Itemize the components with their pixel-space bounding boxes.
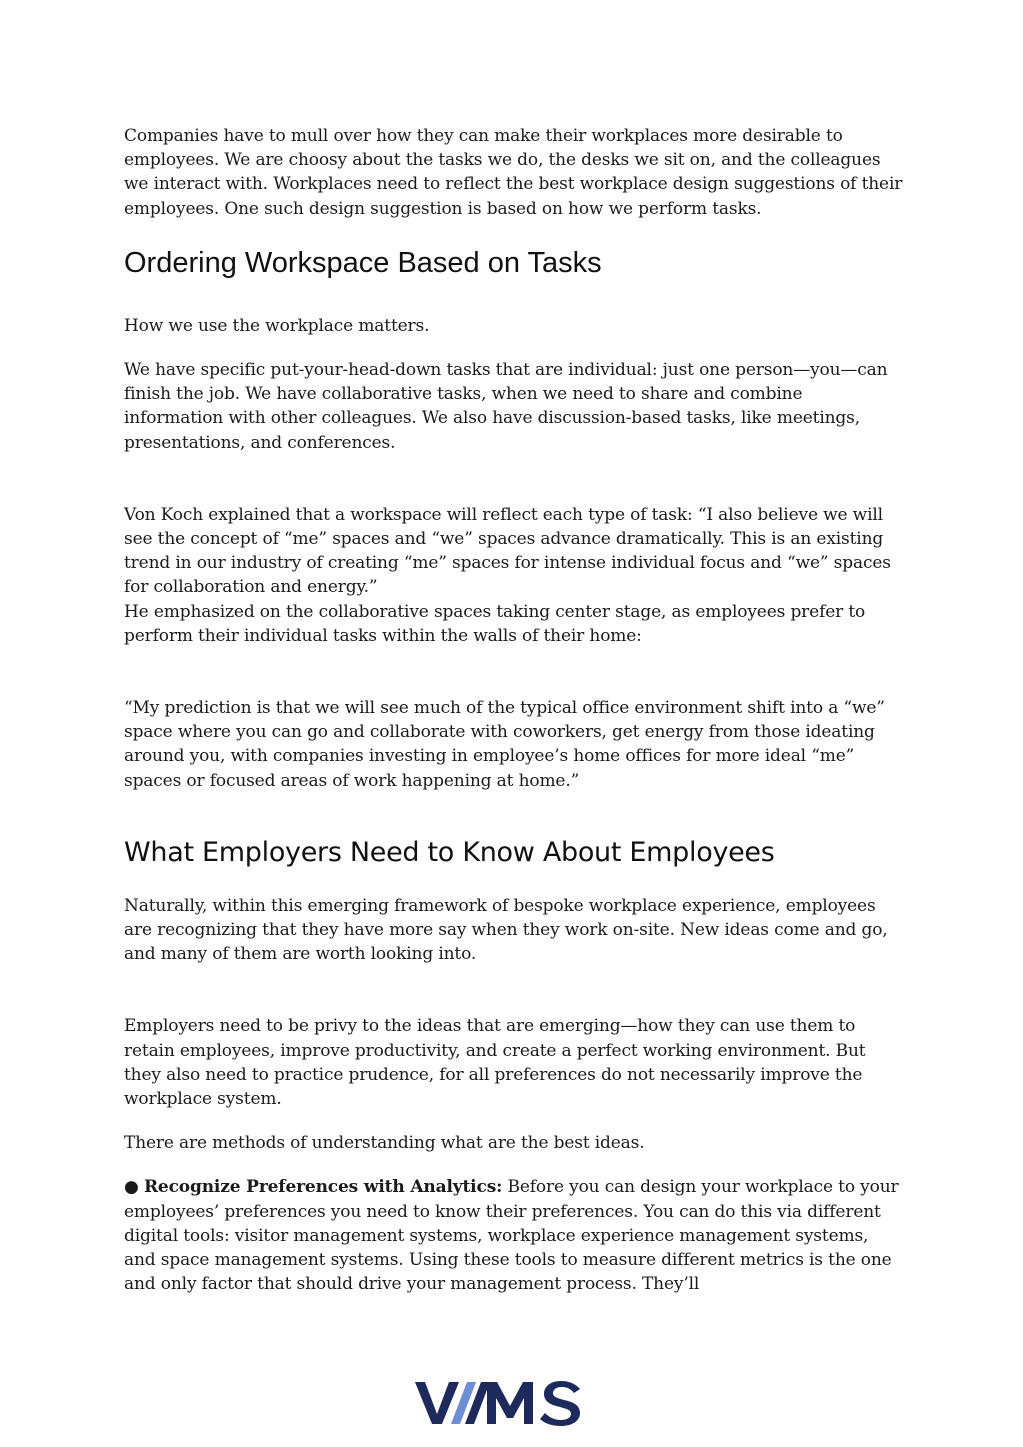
document-page — [124, 124, 904, 1297]
paragraph-collaborative-spaces: He emphasized on the collaborative spaces taking center stage, as employees prefer to perform their individual tasks within the walls of their home: — [124, 601, 866, 646]
bullet-title: Recognize Preferences with Analytics: — [143, 1177, 503, 1198]
bullet-dot: ● — [124, 1177, 139, 1198]
section-heading-ordering-workspace: Ordering Workspace Based on Tasks — [124, 246, 602, 279]
logo-letter-m — [487, 1382, 533, 1424]
paragraph-workplace-matters: How we use the workplace matters. — [124, 315, 430, 336]
bullet-text: Before you can design your workplace to your employees’ preferences you need to know their preferences. You can do this via different digital tools: visitor management systems, workplace experience management systems, and space management systems. Using these tools to measure different metrics is the one and only factor that should drive your management process. They’ll — [124, 1177, 899, 1295]
paragraph-methods: There are methods of understanding what are the best ideas. — [124, 1133, 645, 1154]
logo-letter-s — [540, 1381, 580, 1426]
bullet-item-analytics — [124, 1175, 904, 1296]
paragraph-emerging-framework: Naturally, within this emerging framework of bespoke workplace experience, employees are recognizing that they have more say when they work on-site. New ideas come and go, and many of them are worth looking into. — [124, 895, 888, 965]
intro-paragraph: Companies have to mull over how they can make their workplaces more desirable to employees. We are choosy about the tasks we do, the desks we sit on, and the colleagues we interact with. Workplaces need to reflect the best workplace design suggestions of their employees. One such design suggestion is based on how we perform tasks. — [124, 126, 903, 219]
paragraph-von-koch: Von Koch explained that a workspace will reflect each type of task: “I also believe we will see the concept of “me” spaces and “we” spaces advance dramatically. This is an existing trend in our industry of creating “me” spaces for intense individual focus and “we” spaces for collaboration and energy.” — [124, 504, 891, 598]
vams-logo — [415, 1378, 585, 1426]
paragraph-prediction-quote: “My prediction is that we will see much of the typical office environment shift into a “we” space where you can go and collaborate with coworkers, get energy from those ideating around you, with companies investing in employee’s home offices for more ideal “me” spaces or focused areas of work happening at home.” — [124, 698, 885, 791]
paragraph-task-types: We have specific put-your-head-down tasks that are individual: just one person—you—can finish the job. We have collaborative tasks, when we need to share and combine information with other colleagues. We also have discussion-based tasks, like meetings, presentations, and conferences. — [124, 360, 888, 453]
section-heading-employers: What Employers Need to Know About Employees — [124, 836, 775, 868]
paragraph-employers-privy: Employers need to be privy to the ideas that are emerging—how they can use them to retain employees, improve productivity, and create a perfect working environment. But they also need to practice prudence, for all preferences do not necessarily improve the workplace system. — [124, 1016, 866, 1110]
logo-letter-v — [415, 1382, 459, 1424]
